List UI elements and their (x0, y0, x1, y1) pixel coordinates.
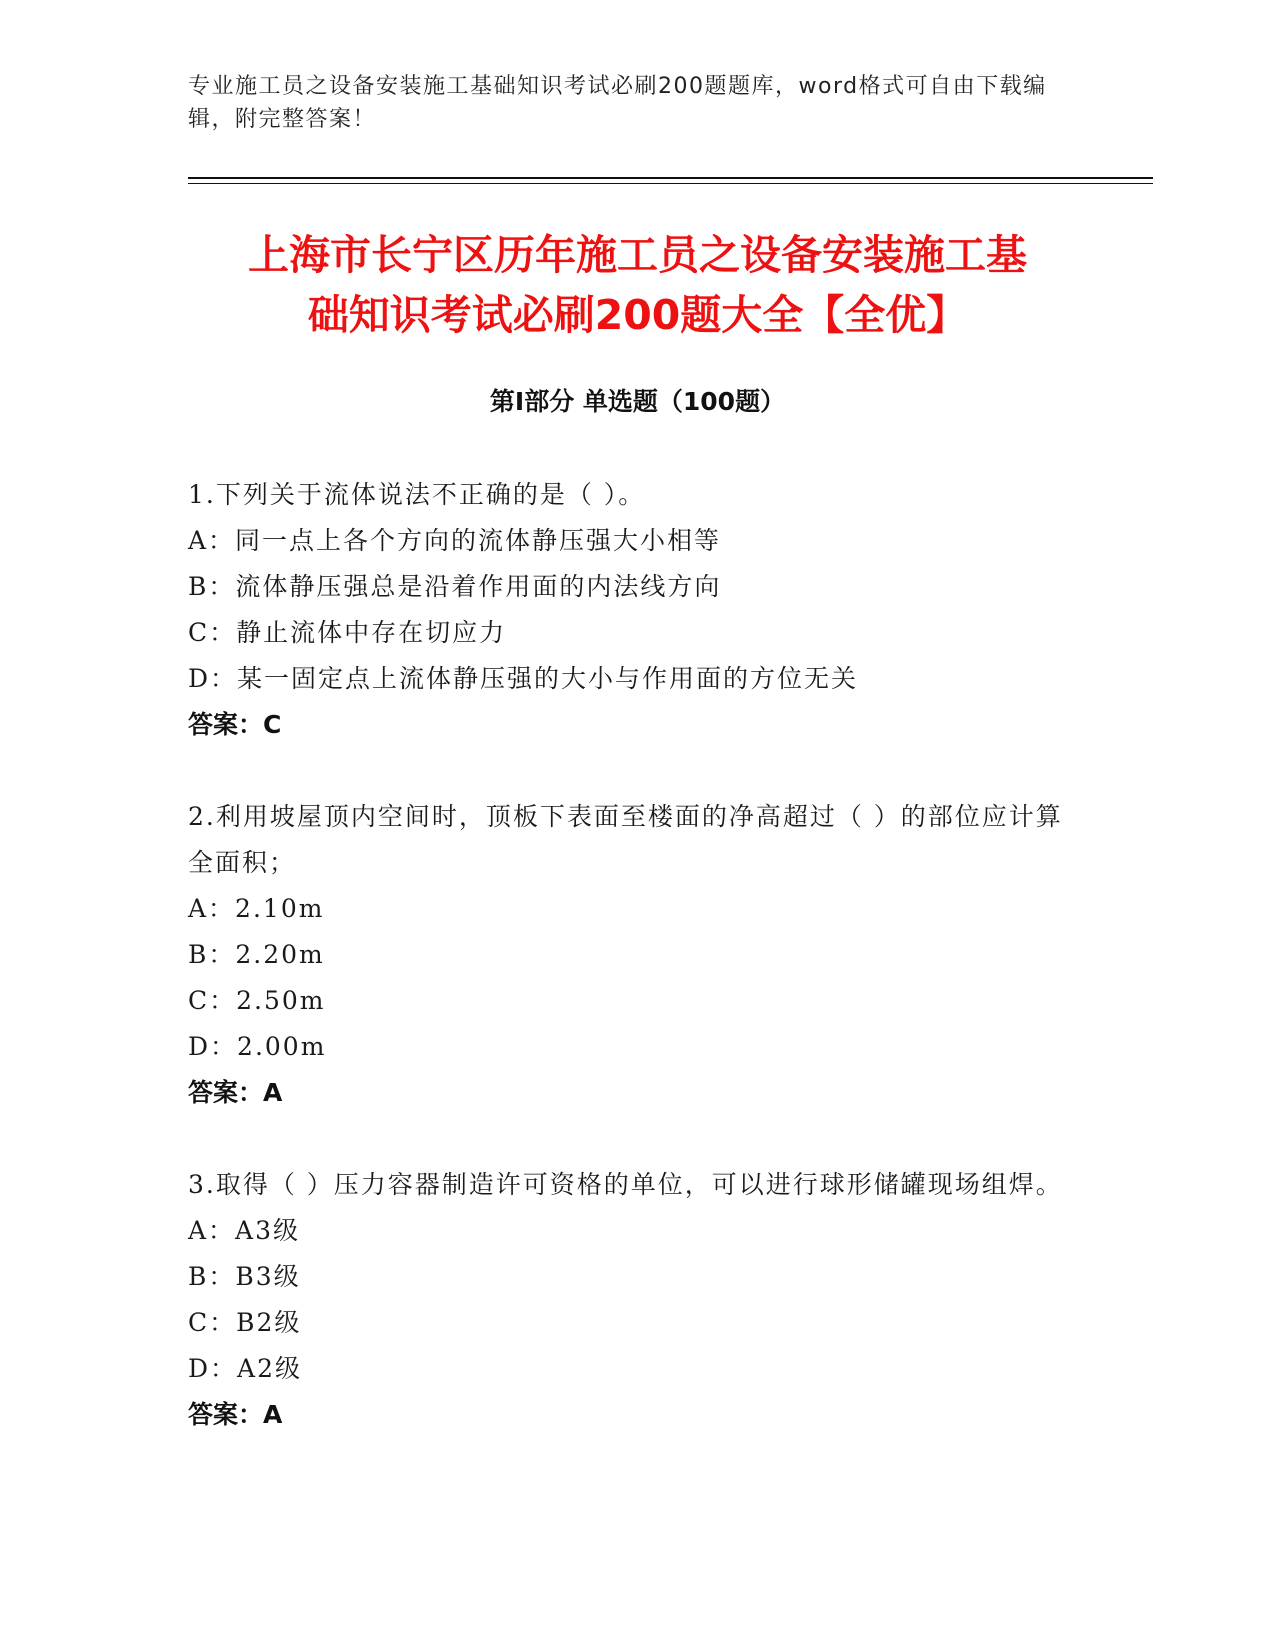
question-stem: 1.下列关于流体说法不正确的是（ ）。 (188, 480, 646, 509)
answer: 答案：C (188, 710, 282, 739)
document-title (150, 225, 1125, 345)
answer: 答案：A (188, 1400, 283, 1429)
option-c: C：静止流体中存在切应力 (188, 618, 507, 647)
header-divider-thick (188, 177, 1153, 179)
option-b: B：2.20m (188, 940, 325, 969)
section-title: 第Ⅰ部分 单选题（100题） (489, 387, 786, 416)
option-d: D：A2级 (188, 1354, 303, 1383)
document-title-line-1: 上海市长宁区历年施工员之设备安装施工基 (248, 231, 1027, 279)
option-c: C：2.50m (188, 986, 326, 1015)
question-stem: 3.取得（ ）压力容器制造许可资格的单位，可以进行球形储罐现场组焊。 (188, 1170, 1063, 1199)
option-a: A：A3级 (188, 1216, 301, 1245)
question-2 (188, 794, 1088, 1116)
question-1 (188, 472, 1088, 748)
question-3 (188, 1162, 1088, 1438)
answer: 答案：A (188, 1078, 283, 1107)
header-note: 专业施工员之设备安装施工基础知识考试必刷200题题库，word格式可自由下载编辑，附完整答案！ (188, 74, 1047, 132)
question-list (188, 472, 1088, 1484)
option-a: A：同一点上各个方向的流体静压强大小相等 (188, 526, 722, 555)
header-divider-thin (188, 183, 1153, 184)
question-stem: 2.利用坡屋顶内空间时，顶板下表面至楼面的净高超过（ ）的部位应计算全面积； (188, 802, 1063, 877)
option-b: B：B3级 (188, 1262, 301, 1291)
option-a: A：2.10m (188, 894, 325, 923)
document-title-line-2: 础知识考试必刷200题大全【全优】 (307, 291, 968, 339)
option-d: D：2.00m (188, 1032, 327, 1061)
option-b: B：流体静压强总是沿着作用面的内法线方向 (188, 572, 722, 601)
option-c: C：B2级 (188, 1308, 302, 1337)
option-d: D：某一固定点上流体静压强的大小与作用面的方位无关 (188, 664, 859, 693)
